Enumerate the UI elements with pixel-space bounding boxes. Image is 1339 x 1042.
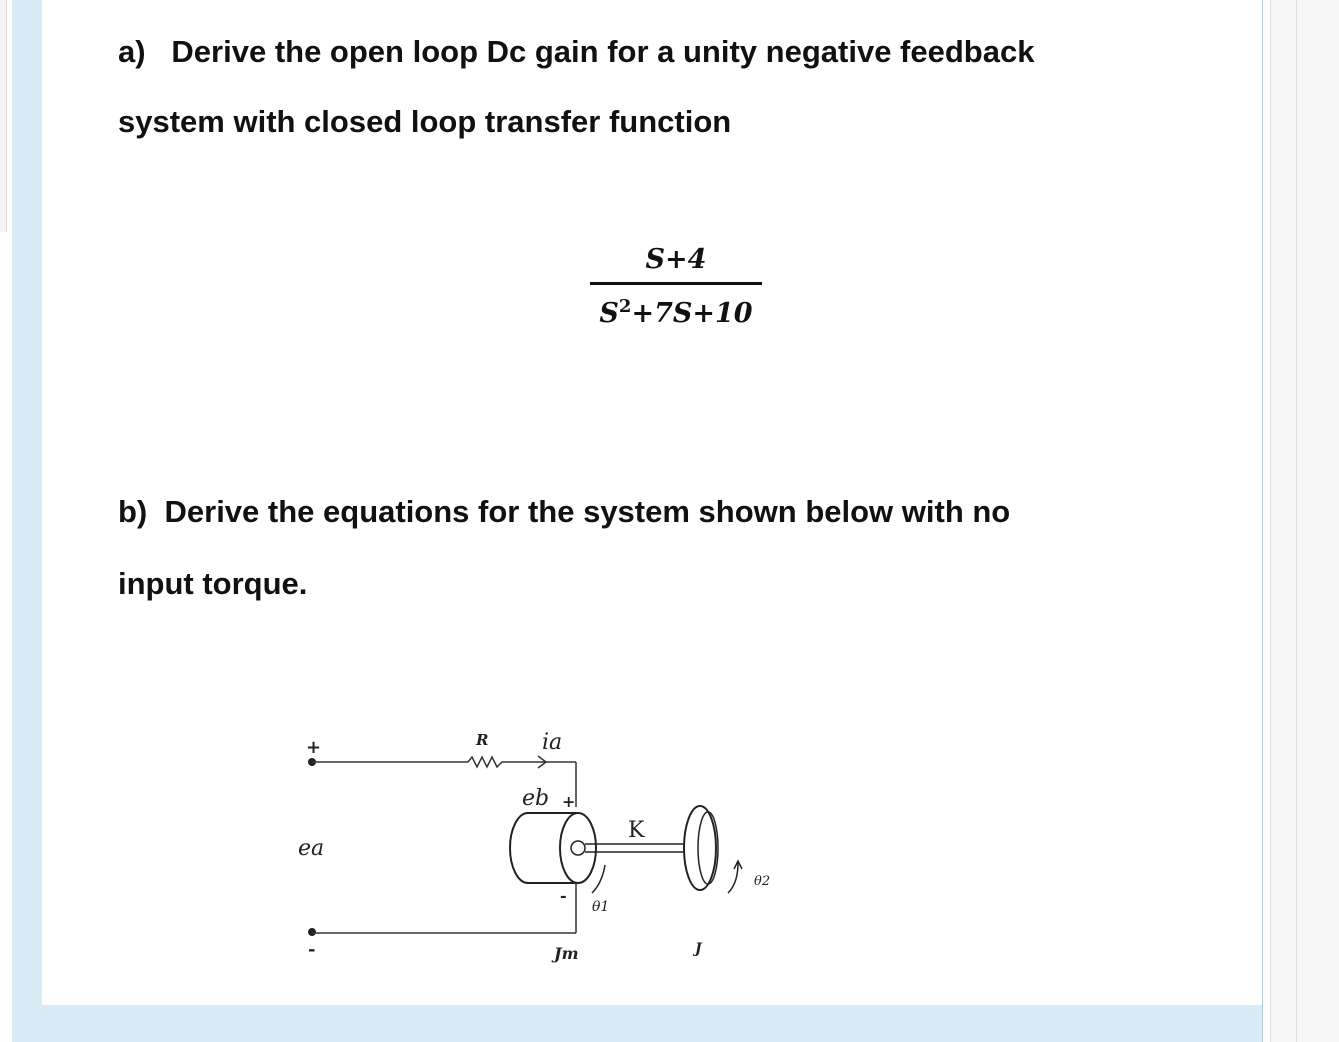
question-b-line-2: input torque. — [118, 566, 308, 601]
resistor — [468, 757, 520, 767]
ia-label: ia — [542, 730, 563, 755]
bottom-terminal — [308, 928, 316, 936]
transfer-function — [590, 240, 762, 332]
fraction-bar — [590, 282, 762, 285]
ea-label: ea — [298, 836, 325, 861]
question-a-label: a) — [118, 34, 146, 69]
tf-numerator: S+4 — [645, 244, 707, 275]
side-gutter — [1296, 0, 1339, 1042]
plus-terminal-label: + — [306, 737, 322, 758]
question-b-line-1 — [118, 494, 1010, 530]
motor-hub — [571, 841, 585, 855]
theta1-label: θ1 — [592, 899, 610, 915]
load-disk-outer — [684, 806, 716, 890]
tf-den-exponent: 2 — [618, 296, 632, 317]
jm-label: Jm — [554, 944, 579, 963]
theta1-arrow — [592, 865, 605, 893]
scrollbar-track[interactable] — [1270, 0, 1297, 1042]
question-a-text-1: Derive the open loop Dc gain for a unity negative feedback — [171, 34, 1035, 69]
eb-label: eb — [522, 786, 550, 811]
question-b-label: b) — [118, 494, 148, 529]
minus-terminal-label: - — [308, 939, 316, 960]
question-b-text-1: Derive the equations for the system shown below with no — [164, 494, 1011, 529]
j-label: J — [695, 941, 702, 957]
eb-plus: + — [562, 792, 576, 811]
question-a-line-1 — [118, 34, 1034, 70]
tf-den-rest: +7S+10 — [631, 298, 753, 329]
theta2-arrow — [728, 863, 738, 893]
motor-minus-label: - — [560, 886, 567, 905]
tf-den-base: S — [599, 298, 619, 329]
left-panel-edge — [0, 0, 7, 232]
theta2-label: θ2 — [754, 874, 771, 889]
tf-denominator — [590, 289, 762, 332]
resistor-label: R — [476, 731, 489, 749]
spring-k-label: K — [628, 818, 645, 843]
motor-system-diagram — [280, 715, 820, 975]
question-a-line-2: system with closed loop transfer function — [118, 104, 732, 139]
